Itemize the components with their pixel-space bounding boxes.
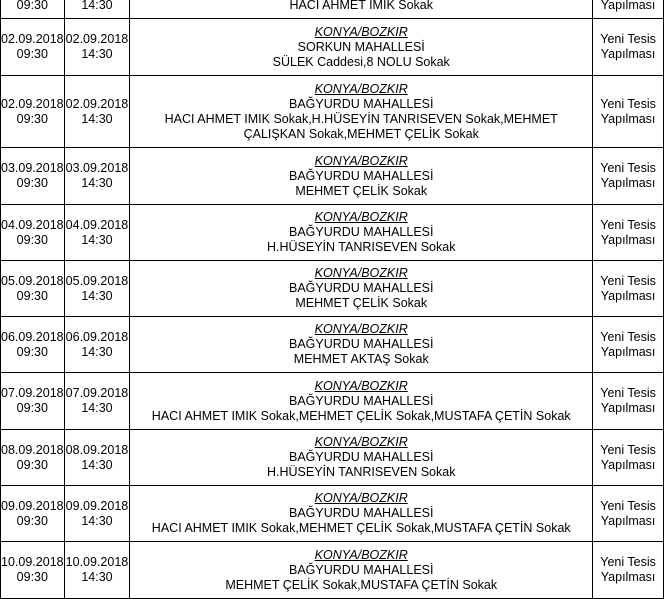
location-cell bbox=[130, 0, 593, 19]
start-datetime-cell bbox=[1, 373, 65, 430]
end-datetime-cell bbox=[64, 373, 130, 430]
end-date: 10.09.2018 bbox=[65, 555, 129, 569]
location-streets-continued: ÇALIŞKAN Sokak,MEHMET ÇELİK Sokak bbox=[243, 126, 479, 141]
location-city: KONYA/BOZKIR bbox=[314, 491, 408, 505]
work-type-line1: Yeni Tesis bbox=[600, 273, 656, 288]
location-streets: H.HÜSEYİN TANRISEVEN Sokak bbox=[266, 465, 456, 479]
work-type-cell bbox=[593, 486, 664, 542]
table-row bbox=[1, 542, 664, 599]
end-time: 14:30 bbox=[81, 570, 113, 584]
work-type-cell bbox=[593, 148, 664, 205]
start-time: 09:30 bbox=[16, 401, 48, 415]
start-date: 10.09.2018 bbox=[1, 555, 64, 569]
end-time: 14:30 bbox=[81, 288, 113, 303]
end-time: 14:30 bbox=[81, 457, 113, 472]
work-type-cell bbox=[593, 205, 664, 261]
work-type-line1: Yeni Tesis bbox=[600, 498, 656, 513]
work-type-line2: Yapılması bbox=[600, 344, 656, 359]
end-date: 05.09.2018 bbox=[65, 273, 129, 288]
end-time: 14:30 bbox=[81, 344, 113, 359]
start-datetime-cell bbox=[1, 0, 65, 19]
work-type-line2: Yapılması bbox=[600, 111, 656, 126]
location-neighborhood: BAĞYURDU MAHALLESİ bbox=[288, 393, 434, 408]
work-type-line1: Yeni Tesis bbox=[600, 217, 656, 232]
table-row bbox=[1, 19, 664, 76]
start-datetime-cell bbox=[1, 486, 65, 542]
start-date: 09.09.2018 bbox=[1, 498, 64, 513]
end-time: 14:30 bbox=[81, 111, 113, 126]
location-streets: MEHMET AKTAŞ Sokak bbox=[293, 352, 429, 366]
table-row bbox=[1, 430, 664, 486]
work-type-cell bbox=[593, 430, 664, 486]
work-type-cell bbox=[593, 76, 664, 148]
work-type-line2: Yapılması bbox=[600, 0, 656, 12]
table-row bbox=[1, 0, 664, 19]
location-city: KONYA/BOZKIR bbox=[314, 266, 408, 280]
location-cell bbox=[130, 261, 593, 317]
end-time: 14:30 bbox=[81, 401, 113, 415]
end-time: 14:30 bbox=[81, 176, 113, 190]
start-date: 03.09.2018 bbox=[1, 161, 64, 175]
start-time: 09:30 bbox=[16, 232, 48, 247]
work-type-line1: Yeni Tesis bbox=[600, 442, 656, 457]
start-time: 09:30 bbox=[16, 47, 48, 61]
table-row bbox=[1, 205, 664, 261]
end-date: 04.09.2018 bbox=[65, 217, 129, 232]
work-type-line1: Yeni Tesis bbox=[600, 555, 656, 569]
end-datetime-cell bbox=[64, 317, 130, 373]
location-city: KONYA/BOZKIR bbox=[314, 210, 408, 224]
start-datetime-cell bbox=[1, 76, 65, 148]
end-date: 06.09.2018 bbox=[65, 329, 129, 344]
start-datetime-cell bbox=[1, 542, 65, 599]
work-type-line2: Yapılması bbox=[600, 457, 656, 472]
location-city: KONYA/BOZKIR bbox=[314, 322, 408, 336]
location-cell bbox=[130, 19, 593, 76]
end-date: 08.09.2018 bbox=[65, 442, 129, 457]
start-time: 09:30 bbox=[16, 288, 48, 303]
work-type-line1: Yeni Tesis bbox=[600, 386, 656, 400]
location-city: KONYA/BOZKIR bbox=[314, 547, 408, 562]
location-neighborhood: BAĞYURDU MAHALLESİ bbox=[288, 225, 434, 239]
location-neighborhood: BAĞYURDU MAHALLESİ bbox=[288, 450, 434, 464]
table-row bbox=[1, 317, 664, 373]
location-city: KONYA/BOZKIR bbox=[314, 81, 408, 96]
start-date: 02.09.2018 bbox=[1, 96, 64, 111]
location-city: KONYA/BOZKIR bbox=[314, 24, 408, 39]
location-city: KONYA/BOZKIR bbox=[314, 153, 408, 168]
table-row bbox=[1, 261, 664, 317]
end-date: 02.09.2018 bbox=[65, 32, 129, 46]
start-date: 05.09.2018 bbox=[1, 273, 64, 288]
end-datetime-cell bbox=[64, 430, 130, 486]
end-time: 14:30 bbox=[81, 47, 113, 61]
start-date: 04.09.2018 bbox=[1, 217, 64, 232]
table-row bbox=[1, 148, 664, 205]
start-datetime-cell bbox=[1, 205, 65, 261]
work-type-line1: Yeni Tesis bbox=[600, 32, 656, 46]
work-type-cell bbox=[593, 373, 664, 430]
location-streets: MEHMET ÇELİK Sokak bbox=[295, 296, 428, 310]
start-datetime-cell bbox=[1, 148, 65, 205]
end-datetime-cell bbox=[64, 542, 130, 599]
work-type-line2: Yapılması bbox=[600, 232, 656, 247]
work-type-cell bbox=[593, 19, 664, 76]
end-date: 03.09.2018 bbox=[65, 161, 129, 175]
location-cell bbox=[130, 317, 593, 373]
end-date: 09.09.2018 bbox=[65, 498, 129, 513]
location-streets: HACI AHMET IMIK Sokak,MEHMET ÇELİK Sokak,MUSTAFA ÇETİN Sokak bbox=[151, 408, 571, 423]
work-type-cell bbox=[593, 317, 664, 373]
location-streets: MEHMET ÇELİK Sokak,MUSTAFA ÇETİN Sokak bbox=[225, 577, 498, 592]
location-streets: HACI AHMET IMIK Sokak,H.HÜSEYİN TANRISEVEN Sokak,MEHMET bbox=[164, 111, 558, 126]
end-date: 07.09.2018 bbox=[65, 386, 129, 400]
start-date: 06.09.2018 bbox=[1, 329, 64, 344]
location-cell bbox=[130, 542, 593, 599]
end-time: 14:30 bbox=[81, 513, 113, 528]
location-neighborhood: BAĞYURDU MAHALLESİ bbox=[288, 281, 434, 295]
table-row bbox=[1, 76, 664, 148]
end-time: 14:30 bbox=[81, 232, 113, 247]
end-datetime-cell bbox=[64, 205, 130, 261]
table-row bbox=[1, 373, 664, 430]
location-streets: H.HÜSEYİN TANRISEVEN Sokak bbox=[266, 240, 456, 254]
location-city: KONYA/BOZKIR bbox=[314, 378, 408, 393]
work-type-line1: Yeni Tesis bbox=[600, 161, 656, 175]
location-cell bbox=[130, 205, 593, 261]
end-date: 02.09.2018 bbox=[65, 96, 129, 111]
location-streets: HACI AHMET IMIK Sokak bbox=[289, 0, 433, 12]
work-type-cell bbox=[593, 261, 664, 317]
location-neighborhood: SORKUN MAHALLESİ bbox=[297, 39, 425, 54]
location-streets: MEHMET ÇELİK Sokak bbox=[295, 183, 428, 198]
end-datetime-cell bbox=[64, 76, 130, 148]
start-time: 09:30 bbox=[16, 176, 48, 190]
location-cell bbox=[130, 430, 593, 486]
work-type-line2: Yapılması bbox=[600, 288, 656, 303]
end-datetime-cell bbox=[64, 19, 130, 76]
end-time: 14:30 bbox=[81, 0, 113, 12]
start-time: 09:30 bbox=[16, 457, 48, 472]
end-datetime-cell bbox=[64, 148, 130, 205]
start-datetime-cell bbox=[1, 261, 65, 317]
start-date: 07.09.2018 bbox=[1, 386, 64, 400]
start-date: 02.09.2018 bbox=[1, 32, 64, 46]
start-time: 09:30 bbox=[16, 0, 48, 12]
start-time: 09:30 bbox=[16, 344, 48, 359]
location-city: KONYA/BOZKIR bbox=[314, 435, 408, 449]
start-time: 09:30 bbox=[16, 111, 48, 126]
end-datetime-cell bbox=[64, 486, 130, 542]
start-time: 09:30 bbox=[16, 513, 48, 528]
location-cell bbox=[130, 486, 593, 542]
location-neighborhood: BAĞYURDU MAHALLESİ bbox=[288, 96, 434, 111]
work-type-line2: Yapılması bbox=[600, 513, 656, 528]
work-type-line2: Yapılması bbox=[600, 176, 656, 190]
table-row bbox=[1, 486, 664, 542]
work-type-cell bbox=[593, 0, 664, 19]
start-datetime-cell bbox=[1, 19, 65, 76]
location-neighborhood: BAĞYURDU MAHALLESİ bbox=[288, 506, 434, 520]
end-datetime-cell bbox=[64, 0, 130, 19]
work-type-line2: Yapılması bbox=[600, 570, 656, 584]
location-neighborhood: BAĞYURDU MAHALLESİ bbox=[288, 168, 434, 183]
start-time: 09:30 bbox=[16, 570, 48, 584]
work-type-cell bbox=[593, 542, 664, 599]
end-datetime-cell bbox=[64, 261, 130, 317]
start-date: 08.09.2018 bbox=[1, 442, 64, 457]
work-type-line2: Yapılması bbox=[600, 401, 656, 415]
location-cell bbox=[130, 373, 593, 430]
location-neighborhood: BAĞYURDU MAHALLESİ bbox=[288, 337, 434, 351]
location-streets: SÜLEK Caddesi,8 NOLU Sokak bbox=[272, 54, 450, 69]
location-cell bbox=[130, 76, 593, 148]
location-neighborhood: BAĞYURDU MAHALLESİ bbox=[288, 562, 434, 577]
location-streets: HACI AHMET IMIK Sokak,MEHMET ÇELİK Sokak,MUSTAFA ÇETİN Sokak bbox=[151, 521, 571, 535]
start-datetime-cell bbox=[1, 317, 65, 373]
work-type-line1: Yeni Tesis bbox=[600, 96, 656, 111]
work-type-line1: Yeni Tesis bbox=[600, 329, 656, 344]
location-cell bbox=[130, 148, 593, 205]
work-type-line2: Yapılması bbox=[600, 47, 656, 61]
start-datetime-cell bbox=[1, 430, 65, 486]
